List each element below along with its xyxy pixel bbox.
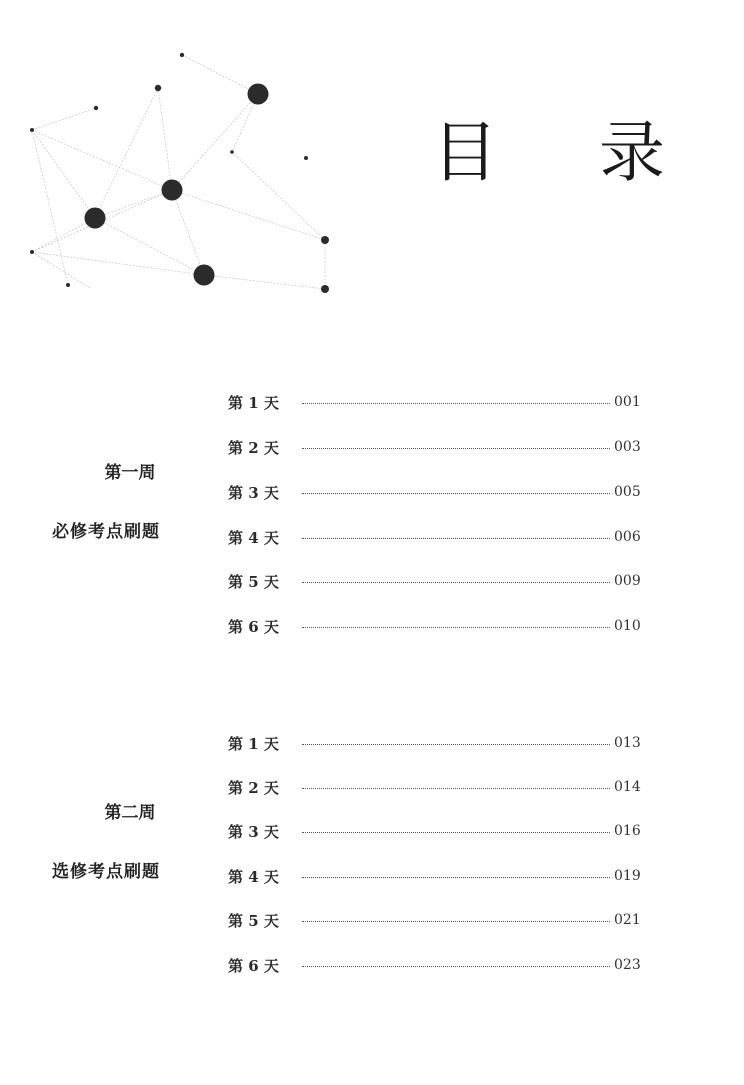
toc-entry-day: 第 1 天 [228, 393, 279, 412]
toc-entry-page: 016 [614, 823, 641, 839]
toc-entry-day: 第 4 天 [228, 528, 279, 547]
toc-entry-page: 006 [614, 529, 641, 545]
toc-entry[interactable] [228, 864, 640, 888]
toc-entry-page: 021 [614, 912, 641, 928]
page-title: 目 录 [432, 114, 705, 191]
toc-entry-page: 023 [614, 957, 641, 973]
toc-entry-page: 001 [614, 394, 641, 410]
toc-entry-day: 第 2 天 [228, 778, 279, 797]
toc-entry-day: 第 5 天 [228, 572, 279, 591]
week-name: 第二周 [104, 803, 156, 823]
dot-leader [302, 627, 610, 628]
dot-leader [302, 448, 610, 449]
constellation-decoration [0, 0, 360, 310]
dot-leader [302, 403, 610, 404]
week-name: 第一周 [104, 463, 156, 483]
week-subtitle: 选修考点刷题 [52, 862, 160, 882]
toc-entry-day: 第 3 天 [228, 483, 279, 502]
toc-entry-day: 第 4 天 [228, 867, 279, 886]
toc-entry-page: 014 [614, 779, 641, 795]
toc-entry[interactable] [228, 525, 640, 549]
week-subtitle: 必修考点刷题 [52, 522, 160, 542]
toc-entry-page: 009 [614, 573, 641, 589]
dot-leader [302, 582, 610, 583]
toc-entry[interactable] [228, 908, 640, 932]
dot-leader [302, 966, 610, 967]
toc-entry[interactable] [228, 569, 640, 593]
toc-entry-day: 第 1 天 [228, 734, 279, 753]
toc-entry-page: 003 [614, 439, 641, 455]
toc-entry[interactable] [228, 614, 640, 638]
toc-entry[interactable] [228, 390, 640, 414]
dot-leader [302, 538, 610, 539]
dot-leader [302, 832, 610, 833]
dot-leader [302, 921, 610, 922]
toc-entry-page: 013 [614, 735, 641, 751]
dot-leader [302, 788, 610, 789]
toc-entry-day: 第 3 天 [228, 822, 279, 841]
toc-entry[interactable] [228, 480, 640, 504]
dot-leader [302, 877, 610, 878]
toc-entry-day: 第 2 天 [228, 438, 279, 457]
toc-entry[interactable] [228, 819, 640, 843]
dot-leader [302, 744, 610, 745]
toc-entry-page: 005 [614, 484, 641, 500]
toc-entry-day: 第 6 天 [228, 956, 279, 975]
toc-entry[interactable] [228, 775, 640, 799]
toc-entry[interactable] [228, 731, 640, 755]
toc-entry[interactable] [228, 435, 640, 459]
toc-entry-day: 第 6 天 [228, 617, 279, 636]
toc-entry-day: 第 5 天 [228, 911, 279, 930]
toc-entry-page: 010 [614, 618, 641, 634]
toc-entry-page: 019 [614, 868, 641, 884]
dot-leader [302, 493, 610, 494]
toc-entry[interactable] [228, 953, 640, 977]
